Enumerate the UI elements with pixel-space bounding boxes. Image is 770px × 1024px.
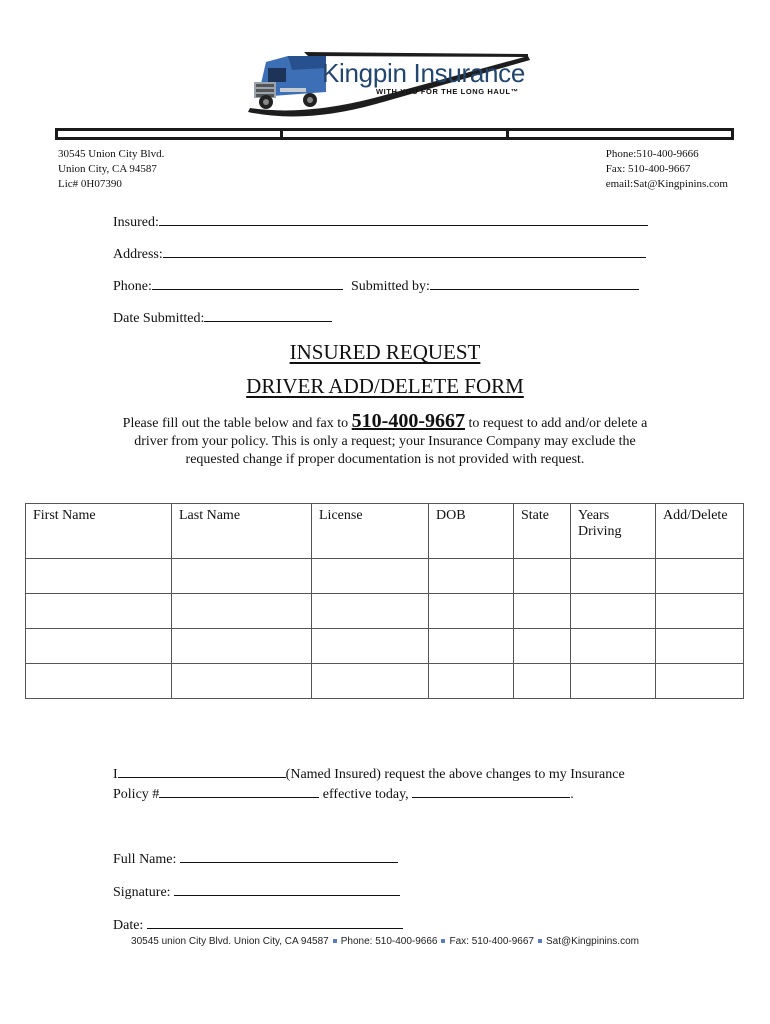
date-field [113,915,403,934]
table-cell[interactable] [571,629,656,664]
address-line: 30545 Union City Blvd. [58,148,165,160]
request-statement [113,764,625,804]
column-header: Add/Delete [656,504,744,559]
bullet-icon [441,939,445,943]
table-cell[interactable] [514,664,571,699]
column-header: State [514,504,571,559]
footer-fax: Fax: 510-400-9667 [449,936,534,947]
column-header: First Name [26,504,172,559]
bullet-icon [333,939,337,943]
table-cell[interactable] [26,559,172,594]
table-cell[interactable] [429,559,514,594]
brand-name: Kingpin Insurance [322,58,526,88]
column-header: DOB [429,504,514,559]
signature-label: Signature: [113,885,171,900]
drivers-table [25,503,744,699]
full-name-input-line[interactable] [180,849,398,863]
column-header: Years Driving [571,504,656,559]
table-cell[interactable] [312,629,429,664]
table-cell[interactable] [312,594,429,629]
table-cell[interactable] [514,594,571,629]
submitted-by-label: Submitted by: [351,279,430,294]
table-cell[interactable] [172,664,312,699]
address-line: Union City, CA 94587 [58,163,157,175]
table-header-row [26,504,744,559]
date-submitted-input-line[interactable] [204,308,332,322]
instructions-before: Please fill out the table below and fax to [122,416,349,431]
table-cell[interactable] [514,559,571,594]
insured-field [113,212,648,231]
table-cell[interactable] [571,664,656,699]
table-cell[interactable] [429,594,514,629]
table-row [26,559,744,594]
footer-email: Sat@Kingpinins.com [546,936,639,947]
table-cell[interactable] [656,664,744,699]
footer-phone: Phone: 510-400-9666 [340,936,438,947]
table-cell[interactable] [571,594,656,629]
date-label: Date: [113,918,144,933]
header-bar-divider [506,128,509,140]
date-submitted-label: Date Submitted: [113,311,205,326]
table-row [26,664,744,699]
truck-icon [254,56,326,109]
table-cell[interactable] [571,559,656,594]
instructions [110,412,660,469]
license-number: Lic# 0H07390 [58,178,122,190]
footer [0,936,770,947]
table-cell[interactable] [656,629,744,664]
signature-field [113,882,400,901]
table-cell[interactable] [312,559,429,594]
form-subtitle: DRIVER ADD/DELETE FORM [246,374,524,398]
date-submitted-field [113,308,332,327]
phone-field [113,276,343,295]
table-cell[interactable] [429,664,514,699]
table-cell[interactable] [172,594,312,629]
submitted-by-field [351,276,639,295]
address-field [113,244,646,263]
submitted-by-input-line[interactable] [430,276,639,290]
insured-label: Insured: [113,215,159,230]
column-header: License [312,504,429,559]
request-prefix: I [113,767,118,782]
company-contact [606,147,728,192]
signature-input-line[interactable] [174,882,400,896]
table-cell[interactable] [656,559,744,594]
address-input-line[interactable] [163,244,646,258]
header-bar [55,128,734,140]
table-row [26,594,744,629]
company-phone: Phone:510-400-9666 [605,148,699,160]
effective-label: effective today, [322,787,409,802]
request-end: . [570,787,574,802]
phone-label: Phone: [113,279,152,294]
date-input-line[interactable] [147,915,403,929]
table-cell[interactable] [514,629,571,664]
table-cell[interactable] [172,559,312,594]
bullet-icon [538,939,542,943]
table-cell[interactable] [26,594,172,629]
named-insured-input-line[interactable] [118,764,286,778]
form-title: INSURED REQUEST [289,340,481,364]
address-label: Address: [113,247,163,262]
brand-tagline: WITH YOU FOR THE LONG HAUL™ [376,87,519,96]
column-header: Last Name [172,504,312,559]
table-cell[interactable] [656,594,744,629]
request-text: (Named Insured) request the above changes to my Insurance [285,767,625,782]
policy-input-line[interactable] [159,784,319,798]
table-row [26,629,744,664]
table-cell[interactable] [26,664,172,699]
full-name-label: Full Name: [113,852,177,867]
company-address [58,147,164,192]
instructions-after: to request to add and/or delete a driver from your policy. This is only a request; your Insurance Company may exclude the requested change if proper documentation is not provided with request. [134,416,648,467]
policy-label: Policy # [113,787,160,802]
full-name-field [113,849,398,868]
company-email: email:Sat@Kingpinins.com [605,178,728,190]
header-bar-divider [280,128,283,140]
table-cell[interactable] [172,629,312,664]
insured-input-line[interactable] [159,212,648,226]
phone-input-line[interactable] [152,276,343,290]
effective-date-input-line[interactable] [412,784,570,798]
footer-address: 30545 union City Blvd. Union City, CA 94587 [131,936,329,947]
company-fax: Fax: 510-400-9667 [605,163,691,175]
logo-top-rule [304,52,528,57]
table-cell[interactable] [312,664,429,699]
fax-number: 510-400-9667 [351,410,465,432]
table-cell[interactable] [429,629,514,664]
table-cell[interactable] [26,629,172,664]
